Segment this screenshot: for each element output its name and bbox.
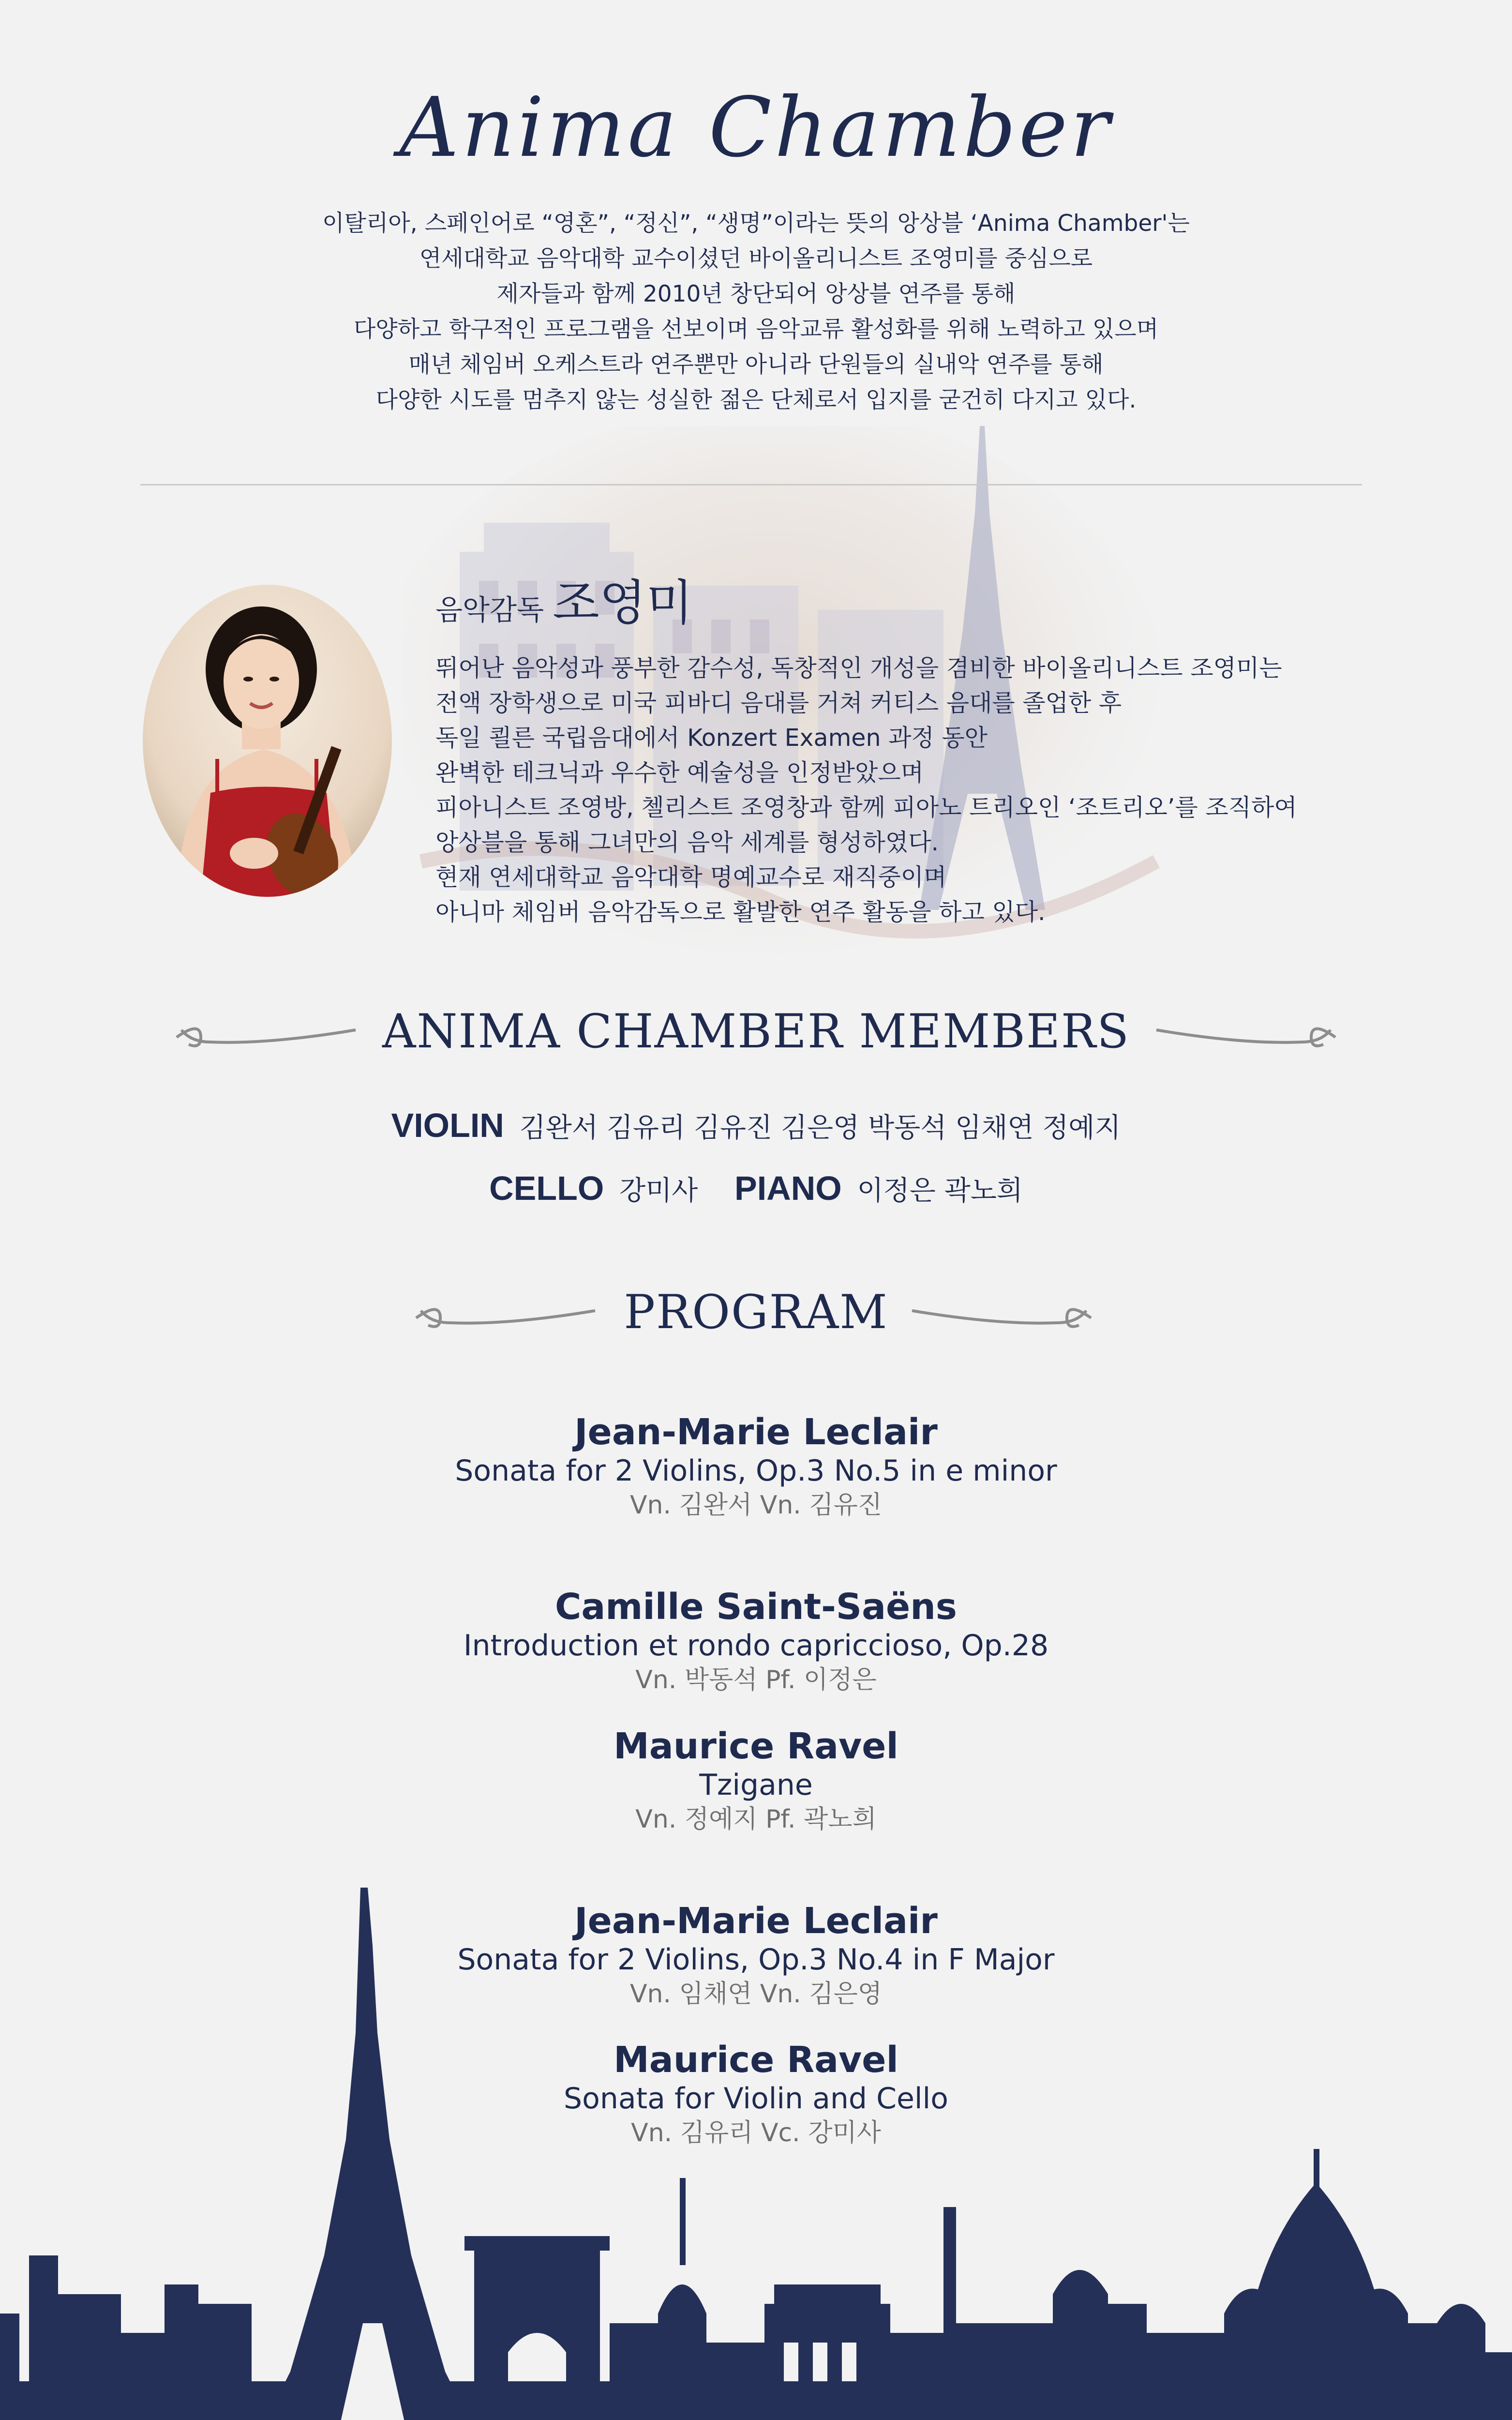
intro-line: 이탈리아, 스페인어로 “영혼”, “정신”, “생명”이라는 뜻의 앙상블 ‘Anima Chamber'는 [322, 210, 1190, 237]
bio-line: 아니마 체임버 음악감독으로 활발한 연주 활동을 하고 있다. [435, 898, 1046, 926]
intro-line: 매년 체임버 오케스트라 연주뿐만 아니라 단원들의 실내악 연주를 통해 [408, 351, 1104, 378]
director-bio [435, 651, 1297, 930]
performers: Vn. 김완서 Vn. 김유진 [629, 1491, 883, 1520]
bio-line: 뛰어난 음악성과 풍부한 감수성, 독창적인 개성을 겸비한 바이올리니스트 조영미는 [435, 654, 1282, 682]
bio-line: 현재 연세대학교 음악대학 명예교수로 재직중이며 [435, 863, 947, 891]
performers: Vn. 박동석 Pf. 이정은 [635, 1665, 877, 1694]
intro-line: 다양하고 학구적인 프로그램을 선보이며 음악교류 활성화를 위해 노력하고 있으며 [353, 316, 1159, 343]
work-title: Introduction et rondo capriccioso, Op.28 [463, 1629, 1049, 1663]
intro-line: 제자들과 함께 2010년 창단되어 앙상블 연주를 통해 [496, 281, 1016, 307]
cello-names: 강미사 [619, 1175, 698, 1207]
intro-line: 연세대학교 음악대학 교수이셨던 바이올리니스트 조영미를 중심으로 [419, 245, 1093, 272]
composer: Jean-Marie Leclair [574, 1900, 938, 1942]
director-role: 음악감독 [435, 593, 544, 626]
performers: Vn. 정예지 Pf. 곽노희 [635, 1805, 877, 1834]
director-portrait [143, 585, 392, 897]
bio-line: 전액 장학생으로 미국 피바디 음대를 거쳐 커티스 음대를 졸업한 후 [435, 689, 1122, 717]
bio-line: 완벽한 테크닉과 우수한 예술성을 인정받았으며 [435, 759, 924, 786]
intro-line: 다양한 시도를 멈추지 않는 성실한 젊은 단체로서 입지를 굳건히 다지고 있다. [375, 387, 1137, 413]
piano-names: 이정은 곽노희 [857, 1175, 1023, 1207]
violin-names: 김완서 김유리 김유진 김은영 박동석 임채연 정예지 [519, 1112, 1121, 1144]
work-title: Sonata for 2 Violins, Op.3 No.5 in e minor [455, 1454, 1057, 1488]
right-flourish-icon [907, 1296, 1096, 1340]
composer: Jean-Marie Leclair [574, 1411, 938, 1453]
program-item [0, 1411, 1512, 1522]
program-item [0, 2039, 1512, 2150]
cello-piano-members [0, 1169, 1512, 1208]
section-divider [140, 484, 1362, 485]
ensemble-title: Anima Chamber [399, 80, 1113, 176]
violin-members [0, 1106, 1512, 1145]
performers: Vn. 임채연 Vn. 김은영 [629, 1980, 883, 2009]
intro-paragraph [0, 206, 1512, 418]
piano-label: PIANO [734, 1169, 842, 1207]
sacre-coeur-icon [1224, 2183, 1408, 2420]
bio-line: 피아니스트 조영방, 첼리스트 조영창과 함께 피아노 트리오인 ‘조트리오’를 조직하여 [435, 794, 1297, 821]
violin-label: VIOLIN [391, 1106, 504, 1144]
work-title: Sonata for Violin and Cello [564, 2082, 948, 2116]
composer: Maurice Ravel [614, 1725, 898, 1767]
bio-line: 독일 쾰른 국립음대에서 Konzert Examen 과정 동안 [435, 724, 988, 752]
performers: Vn. 김유리 Vc. 강미사 [631, 2118, 881, 2148]
members-title: ANIMA CHAMBER MEMBERS [382, 1004, 1130, 1059]
right-flourish-icon [1152, 1015, 1340, 1059]
composer: Camille Saint-Saëns [555, 1586, 957, 1628]
program-item [0, 1725, 1512, 1836]
program-title: PROGRAM [624, 1285, 888, 1339]
work-title: Tzigane [699, 1768, 813, 1802]
work-title: Sonata for 2 Violins, Op.3 No.4 in F Major [457, 1943, 1055, 1977]
composer: Maurice Ravel [614, 2039, 898, 2081]
director-name: 조영미 [553, 575, 693, 631]
cello-label: CELLO [489, 1169, 604, 1207]
bio-line: 앙상블을 통해 그녀만의 음악 세계를 형성하였다. [435, 829, 939, 856]
program-item [0, 1900, 1512, 2011]
director-heading [435, 564, 693, 634]
program-item [0, 1586, 1512, 1697]
portrait-illustration [143, 585, 392, 897]
